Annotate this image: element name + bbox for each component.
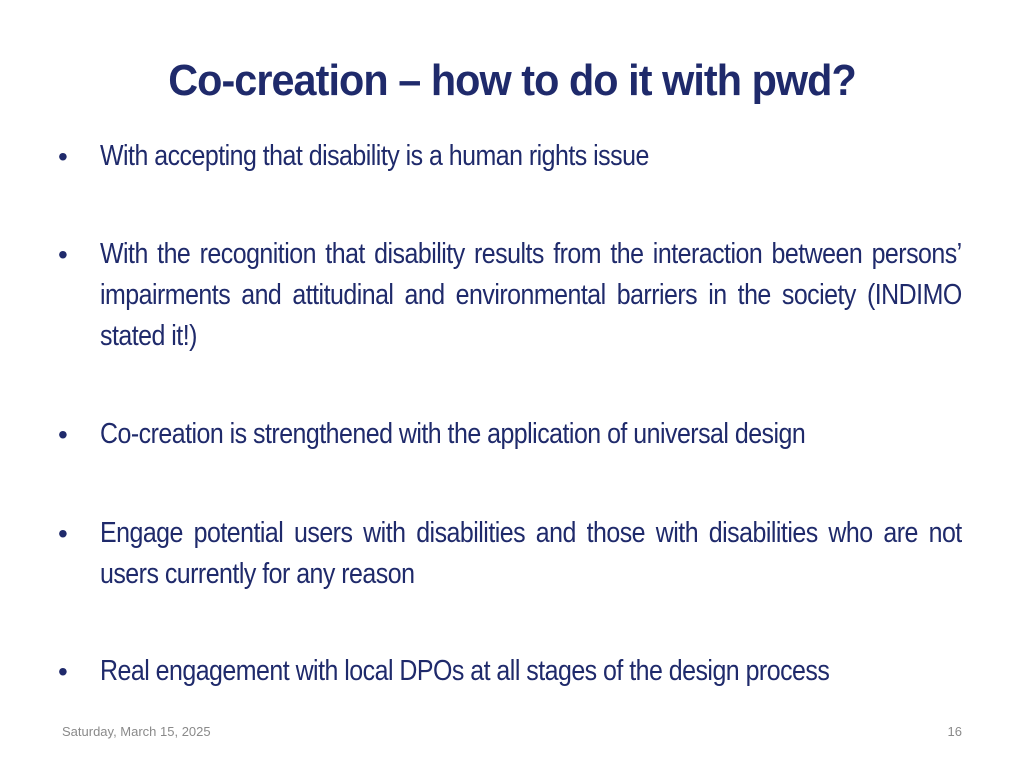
bullet-marker: • [58,239,68,270]
bullet-text: Co-creation is strengthened with the application of universal design [100,418,806,450]
bullet-text: Engage potential users with disabilities and those with disabilities who are not users currently for any reason [100,517,962,590]
bullet-marker: • [58,656,68,687]
bullet-marker: • [58,518,68,549]
bullet-marker: • [58,419,68,450]
bullet-text: Real engagement with local DPOs at all stages of the design process [100,655,830,687]
page-number: 16 [947,724,962,739]
footer-date: Saturday, March 15, 2025 [62,724,211,739]
bullet-marker: • [58,141,68,172]
bullet-text: With accepting that disability is a human rights issue [100,140,649,172]
bullet-text: With the recognition that disability results from the interaction between persons’ impairments and attitudinal and environmental barriers in the society (INDIMO stated it!) [100,238,962,352]
slide-title: Co-creation – how to do it with pwd? [168,56,856,105]
